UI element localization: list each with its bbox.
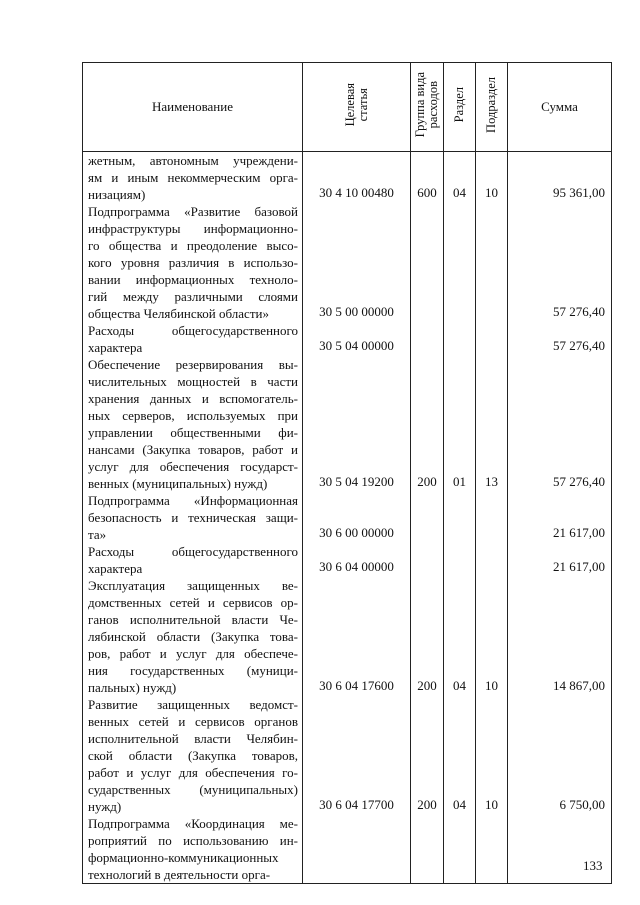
cell-target-article: 30 6 00 00000 <box>303 492 411 543</box>
table-row <box>83 696 612 815</box>
cell-subsection: 10 <box>476 152 508 204</box>
name-line: пальных) нужд) <box>88 680 177 695</box>
header-expense-group <box>411 63 444 152</box>
header-target-article-label: Целевая статья <box>342 83 370 127</box>
cell-expense-group <box>411 203 444 322</box>
cell-section <box>444 203 476 322</box>
cell-expense-group <box>411 815 444 884</box>
name-line: числительных мощностей в части <box>88 374 298 389</box>
cell-target-article: 30 4 10 00480 <box>303 152 411 204</box>
cell-target-article <box>303 815 411 884</box>
cell-section: 04 <box>444 577 476 696</box>
name-line: ям и иным некоммерческим орга- <box>88 170 298 185</box>
cell-expense-group <box>411 543 444 577</box>
cell-expense-group: 600 <box>411 152 444 204</box>
header-subsection <box>476 63 508 152</box>
name-line: безопасность и техническая защи- <box>88 510 298 525</box>
cell-section <box>444 492 476 543</box>
name-line: Подпрограмма «Координация ме- <box>88 816 298 831</box>
name-line: нансами (Закупка товаров, работ и <box>88 442 298 457</box>
cell-expense-group: 200 <box>411 577 444 696</box>
cell-sum: 6 750,00 <box>508 696 612 815</box>
page-number: 133 <box>583 858 603 873</box>
cell-section: 04 <box>444 152 476 204</box>
cell-subsection <box>476 815 508 884</box>
name-line: ров, работ и услуг для обеспече- <box>88 646 298 661</box>
cell-name <box>83 815 303 884</box>
name-line: венных сетей и сервисов органов <box>88 714 298 729</box>
table-row <box>83 203 612 322</box>
cell-name <box>83 322 303 356</box>
name-line: домственных сетей и сервисов ор- <box>88 595 298 610</box>
cell-subsection <box>476 322 508 356</box>
name-line: лябинской области (Закупка това- <box>88 629 298 644</box>
cell-sum: 57 276,40 <box>508 322 612 356</box>
name-line: кого уровня различия в использо- <box>88 255 298 270</box>
table-row <box>83 815 612 884</box>
cell-name <box>83 356 303 492</box>
name-line: ния государственных (муници- <box>88 663 298 678</box>
cell-name <box>83 492 303 543</box>
name-line: характера <box>88 561 143 576</box>
cell-subsection: 10 <box>476 577 508 696</box>
name-line: ганов исполнительной власти Че- <box>88 612 298 627</box>
cell-subsection: 10 <box>476 696 508 815</box>
name-line: Подпрограмма «Развитие базовой <box>88 204 298 219</box>
name-line: услуг для обеспечения государст- <box>88 459 298 474</box>
cell-name <box>83 203 303 322</box>
header-name: Наименование <box>83 63 303 152</box>
name-line: венных (муниципальных) нужд) <box>88 476 268 491</box>
cell-sum: 95 361,00 <box>508 152 612 204</box>
cell-target-article: 30 5 04 19200 <box>303 356 411 492</box>
cell-expense-group <box>411 322 444 356</box>
cell-target-article: 30 6 04 00000 <box>303 543 411 577</box>
cell-sum: 57 276,40 <box>508 203 612 322</box>
table-header <box>83 63 612 152</box>
name-line: исполнительной власти Челябин- <box>88 731 298 746</box>
cell-section: 04 <box>444 696 476 815</box>
cell-expense-group: 200 <box>411 356 444 492</box>
cell-sum: 57 276,40 <box>508 356 612 492</box>
name-line: жетным, автономным учреждени- <box>88 153 298 168</box>
name-line: роприятий по использованию ин- <box>88 833 298 848</box>
cell-subsection <box>476 203 508 322</box>
cell-sum: 21 617,00 <box>508 543 612 577</box>
name-line: формационно-коммуникационных <box>88 850 279 865</box>
cell-expense-group: 200 <box>411 696 444 815</box>
cell-subsection <box>476 492 508 543</box>
cell-name <box>83 696 303 815</box>
name-line: Подпрограмма «Информационная <box>88 493 298 508</box>
name-line: инфраструктуры информационно- <box>88 221 298 236</box>
name-line: низациям) <box>88 187 146 202</box>
name-line: технологий в деятельности орга- <box>88 867 271 882</box>
name-line: Эксплуатация защищенных ве- <box>88 578 298 593</box>
cell-name <box>83 577 303 696</box>
name-line: нужд) <box>88 799 122 814</box>
header-subsection-label: Подраздел <box>484 77 498 133</box>
name-line: работ и услуг для обеспечения го- <box>88 765 298 780</box>
table-row <box>83 152 612 204</box>
cell-section <box>444 543 476 577</box>
cell-subsection: 13 <box>476 356 508 492</box>
cell-target-article: 30 5 00 00000 <box>303 203 411 322</box>
cell-name <box>83 152 303 204</box>
cell-section <box>444 322 476 356</box>
cell-expense-group <box>411 492 444 543</box>
table-row <box>83 543 612 577</box>
name-line: ных серверов, используемых при <box>88 408 298 423</box>
table-row <box>83 322 612 356</box>
table-row <box>83 356 612 492</box>
header-section <box>444 63 476 152</box>
name-line: Расходы общегосударственного <box>88 544 298 559</box>
table-body <box>83 152 612 884</box>
cell-target-article: 30 5 04 00000 <box>303 322 411 356</box>
budget-table <box>82 62 612 884</box>
name-line: вании информационных техноло- <box>88 272 298 287</box>
cell-section: 01 <box>444 356 476 492</box>
cell-target-article: 30 6 04 17600 <box>303 577 411 696</box>
header-sum: Сумма <box>508 63 612 152</box>
name-line: характера <box>88 340 143 355</box>
cell-target-article: 30 6 04 17700 <box>303 696 411 815</box>
header-section-label: Раздел <box>452 87 466 123</box>
name-line: Обеспечение резервирования вы- <box>88 357 298 372</box>
cell-sum: 21 617,00 <box>508 492 612 543</box>
table-row <box>83 577 612 696</box>
cell-subsection <box>476 543 508 577</box>
name-line: общества Челябинской области» <box>88 306 269 321</box>
cell-section <box>444 815 476 884</box>
name-line: ской области (Закупка товаров, <box>88 748 298 763</box>
name-line: сударственных (муниципальных) <box>88 782 298 797</box>
cell-name <box>83 543 303 577</box>
name-line: го общества и преодоление высо- <box>88 238 298 253</box>
name-line: хранения данных и вспомогатель- <box>88 391 298 406</box>
header-target-article <box>303 63 411 152</box>
table-row <box>83 492 612 543</box>
name-line: та» <box>88 527 107 542</box>
cell-sum: 14 867,00 <box>508 577 612 696</box>
header-expense-group-label: Группа вида расходов <box>413 72 440 138</box>
name-line: гий между различными слоями <box>88 289 298 304</box>
name-line: Развитие защищенных ведомст- <box>88 697 298 712</box>
name-line: Расходы общегосударственного <box>88 323 298 338</box>
name-line: управлении общественными фи- <box>88 425 298 440</box>
